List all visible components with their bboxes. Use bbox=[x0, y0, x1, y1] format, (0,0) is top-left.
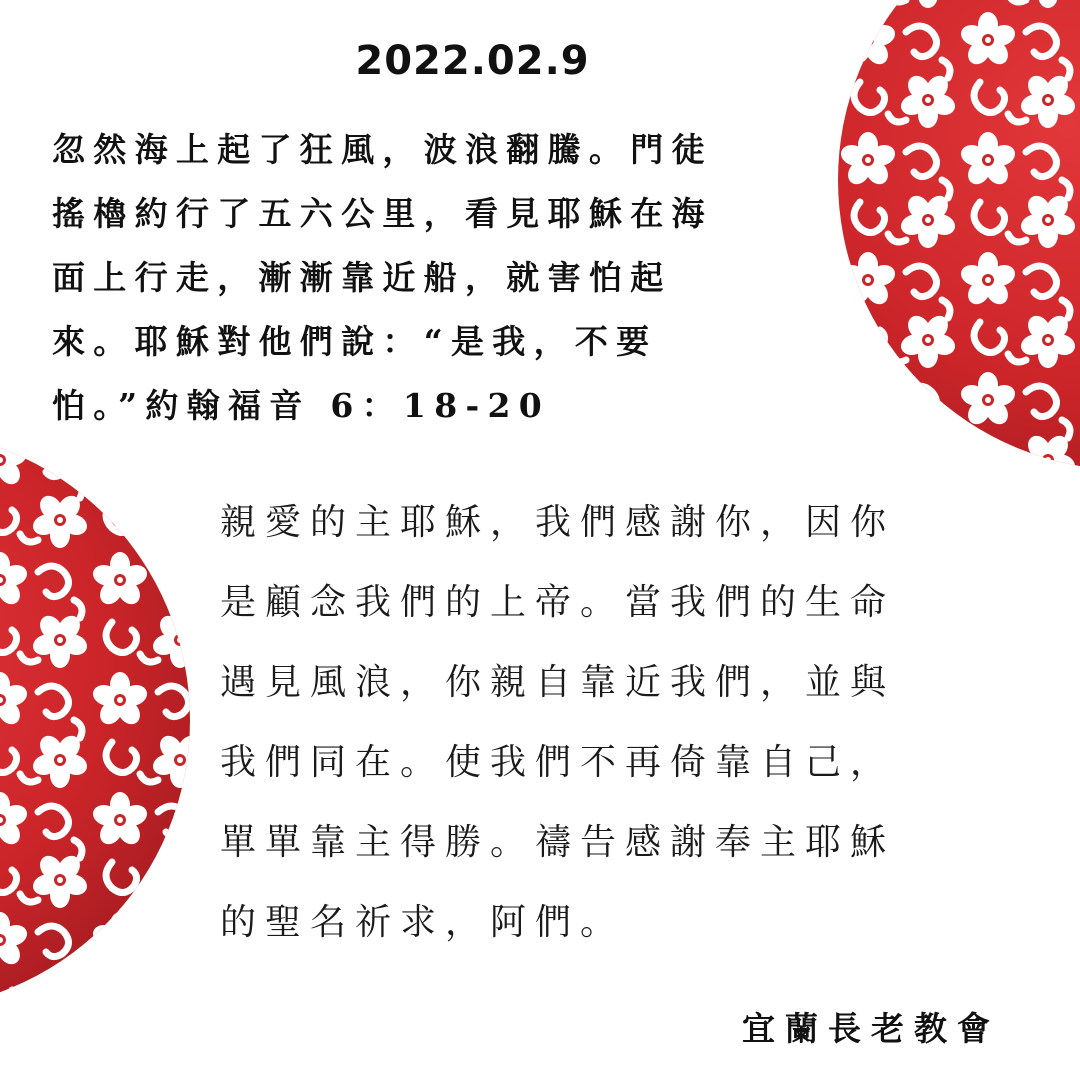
floral-circle-decoration-bottom-left bbox=[0, 430, 190, 1010]
scripture-line: 搖櫓約行了五六公里，看見耶穌在海 bbox=[52, 194, 713, 233]
date-heading: 2022.02.9 bbox=[355, 38, 590, 84]
scripture-line: 怕。”約翰福音 6：18-20 bbox=[52, 386, 550, 425]
prayer-line: 是顧念我們的上帝。當我們的生命 bbox=[220, 582, 896, 623]
prayer-line: 我們同在。使我們不再倚靠自己， bbox=[220, 742, 896, 783]
scripture-line: 面上行走，漸漸靠近船，就害怕起 bbox=[52, 258, 672, 297]
prayer-text bbox=[220, 483, 1020, 963]
prayer-line: 親愛的主耶穌，我們感謝你，因你 bbox=[220, 502, 896, 543]
prayer-line: 遇見風浪，你親自靠近我們，並與 bbox=[220, 662, 896, 703]
prayer-line: 的聖名祈求，阿們。 bbox=[220, 902, 626, 943]
scripture-line: 忽然海上起了狂風，波浪翻騰。門徒 bbox=[52, 130, 713, 169]
scripture-line: 來。耶穌對他們說：“是我，不要 bbox=[52, 322, 658, 361]
scripture-passage bbox=[52, 118, 782, 438]
church-signature: 宜蘭長老教會 bbox=[742, 1009, 1000, 1048]
prayer-line: 單單靠主得勝。禱告感謝奉主耶穌 bbox=[220, 822, 896, 863]
